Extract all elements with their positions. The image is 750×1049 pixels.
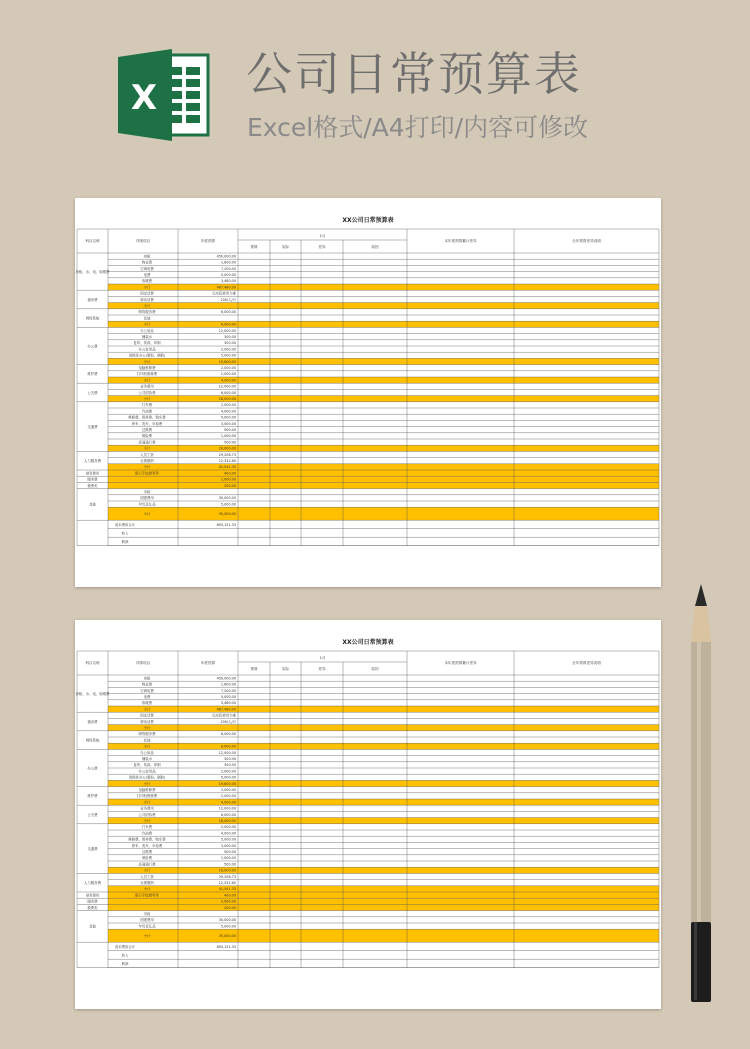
item-label: 小计 (143, 512, 151, 516)
svg-text:X: X (130, 78, 158, 118)
subtotal-row-highlight (108, 780, 659, 786)
budget-value: 300.00 (224, 763, 236, 768)
item-label: 打车费 (141, 403, 153, 408)
budget-value: 6,000.00 (220, 322, 236, 327)
subtotal-row-highlight (108, 284, 659, 290)
col-header: 差异 (318, 667, 326, 671)
item-label: 公共招待费 (138, 390, 156, 395)
budget-value: 4,000.00 (220, 409, 236, 414)
budget-value: 5,000.00 (220, 273, 236, 277)
budget-value: 500.00 (224, 850, 236, 854)
item-label: 打印机维修费 (136, 372, 158, 377)
item-label: 业务费用 (140, 806, 154, 811)
item-label: 小计 (143, 446, 151, 451)
col-header: 详细项目 (135, 661, 151, 665)
category-label: 人力服务费 (84, 459, 101, 463)
item-label: 电费 (143, 273, 151, 277)
category-label: 房租、水、电、取暖费 (75, 691, 110, 696)
item-label: 团建费用 (140, 496, 154, 501)
item-label: 空调电费 (140, 266, 154, 271)
item-label: 小计 (143, 378, 151, 383)
subtotal-row-highlight (108, 303, 659, 309)
budget-value: 6,000.00 (220, 310, 236, 315)
item-label: 收入 (121, 531, 129, 536)
budget-value: 1,000.00 (220, 856, 236, 861)
item-label: 复印、传真、印制 (133, 341, 161, 346)
item-label: 小计 (143, 397, 151, 401)
item-label: 停车、洗车、年检费 (131, 843, 163, 848)
category-label: 其他 (89, 924, 96, 929)
item-label: 电费 (143, 695, 151, 699)
budget-value: 450,000.00 (216, 676, 236, 681)
budget-value: 1,600.00 (220, 260, 236, 265)
page-title: 公司日常预算表 (246, 47, 582, 101)
category-label: 通讯费 (87, 297, 98, 302)
budget-sheet-preview (75, 198, 661, 587)
col-header: 年度预算 (200, 239, 216, 243)
budget-value: 6,000.00 (220, 390, 236, 395)
col-header: 本年度预算累计差异 (444, 661, 477, 665)
item-label: 其他 (143, 316, 151, 321)
item-label: 人员工资 (140, 452, 154, 457)
budget-value: 300.00 (224, 341, 236, 346)
item-label: 年货及礼品 (138, 924, 156, 929)
budget-value: 6,000.00 (220, 744, 236, 749)
category-label: 其他 (89, 502, 96, 507)
col-header: 原因 (371, 245, 379, 249)
col-header: 实际 (281, 667, 290, 671)
item-label: 高速通行费 (138, 862, 156, 867)
category-label: 房租、水、电、取暖费 (75, 269, 110, 274)
subtotal-row-highlight (108, 867, 659, 873)
item-label: 小计 (143, 359, 151, 364)
budget-sheet-preview (75, 620, 661, 1009)
budget-value: 12,000.00 (218, 750, 236, 755)
subtotal-row-highlight (108, 886, 659, 892)
item-label: 打印机维修费 (136, 794, 158, 799)
item-label: 小计 (143, 744, 151, 749)
budget-value: 7,200.00 (220, 266, 236, 271)
item-label: 其他 (143, 738, 151, 743)
col-header: 差异 (318, 245, 326, 249)
category-label: 网络系统 (85, 316, 100, 321)
subtotal-row-highlight (108, 358, 659, 364)
budget-value: 2,000.00 (220, 899, 236, 904)
item-label: 收入 (121, 953, 129, 958)
budget-value: 467,480.00 (216, 707, 236, 712)
item-label: 固定话费 (140, 291, 154, 296)
budget-value: 41,541.33 (218, 465, 236, 470)
item-label: 电脑维修费 (138, 366, 156, 370)
item-label: 取暖费 (141, 279, 153, 284)
budget-value: 16,000.00 (218, 446, 236, 451)
budget-value: 5,000.00 (220, 695, 236, 699)
category-label: 交通费 (87, 846, 98, 851)
category-label: 维护费 (87, 794, 98, 799)
item-label: 办公室用品 (138, 769, 156, 774)
budget-value: 30,000.00 (218, 918, 236, 923)
item-label: 社保缴纳 (140, 881, 154, 885)
item-label: 打车费 (141, 825, 153, 830)
category-label: 公关费 (87, 390, 98, 395)
budget-value: 5,000.00 (220, 415, 236, 420)
budget-value: 4,000.00 (220, 831, 236, 836)
item-label: 年货及礼品 (138, 502, 156, 507)
item-label: 团建费用 (140, 918, 154, 923)
item-label: 银行手续费等等 (135, 471, 159, 476)
col-header: 本年度预算累计差异 (444, 239, 477, 243)
budget-value: 2,000.00 (220, 825, 236, 830)
excel-logo-icon (116, 47, 212, 143)
item-label: 成本费用合计 (114, 522, 136, 527)
item-label: 桶装水 (141, 757, 153, 761)
budget-value: 200/人/月 (220, 297, 236, 302)
subtotal-row-highlight (108, 898, 659, 904)
subtotal-row-highlight (108, 799, 659, 805)
item-label: 小计 (143, 800, 151, 805)
item-label: 小计 (143, 707, 151, 712)
budget-value: 以实际使用为准 (212, 291, 236, 296)
category-label: 税费类 (87, 483, 98, 488)
sheet-title: XX公司日常预算表 (342, 639, 394, 646)
col-header: 科目名称 (85, 239, 100, 243)
item-label: 取暖费 (141, 701, 153, 706)
budget-value: 35,000.00 (218, 512, 236, 516)
category-label: 通讯费 (87, 719, 98, 724)
item-label: 物业费 (141, 260, 153, 265)
budget-value: 3,480.00 (220, 279, 236, 284)
month-header: 1月 (319, 656, 326, 660)
budget-value: 5,000.00 (220, 502, 236, 507)
item-label: 电脑维修费 (138, 788, 156, 792)
category-label: 交通费 (87, 424, 98, 429)
col-header: 原因 (371, 667, 379, 671)
item-label: 人员工资 (140, 874, 154, 879)
item-label: 公共招待费 (138, 812, 156, 817)
item-label: 停车、洗车、年检费 (131, 421, 163, 426)
budget-value: 2,000.00 (220, 769, 236, 774)
page-subtitle: Excel格式/A4打印/内容可修改 (247, 113, 589, 142)
category-label: 服务费 (87, 477, 98, 482)
subtotal-row-highlight (108, 396, 659, 402)
budget-value: 29,208.73 (218, 452, 236, 457)
budget-value: 16,000.00 (218, 868, 236, 873)
budget-value: 2,000.00 (220, 366, 236, 370)
item-label: 办公室用品 (138, 347, 156, 352)
budget-table (75, 620, 661, 1009)
col-header: 预算 (250, 245, 258, 249)
category-label: 人力服务费 (84, 881, 101, 885)
col-header: 年度预算 (200, 661, 216, 665)
budget-value: 2,000.00 (220, 477, 236, 482)
budget-value: 1,600.00 (220, 682, 236, 687)
item-label: 过路费 (141, 850, 153, 854)
item-label: 高速通行费 (138, 440, 156, 445)
item-label: 房租 (143, 676, 151, 681)
col-header: 详细项目 (135, 239, 151, 243)
item-label: 物业费 (141, 682, 153, 687)
category-label: 办公费 (87, 344, 98, 349)
budget-value: 200/人/月 (220, 719, 236, 724)
item-label: 市政 (143, 490, 151, 494)
budget-value: 2,000.00 (220, 372, 236, 377)
col-header: 实际 (281, 245, 290, 249)
budget-value: 2,000.00 (220, 403, 236, 408)
item-label: 汽油费 (141, 409, 153, 414)
subtotal-row-highlight (108, 725, 659, 731)
budget-value: 2,000.00 (220, 347, 236, 352)
category-label: 公关费 (87, 812, 98, 817)
col-header: 全年预算差异说明 (572, 661, 601, 665)
budget-table (75, 198, 661, 587)
budget-value: 12,000.00 (218, 384, 236, 389)
budget-value: 12,000.00 (218, 328, 236, 333)
budget-value: 29,208.73 (218, 874, 236, 879)
budget-value: 450,000.00 (216, 254, 236, 259)
subtotal-row-highlight (108, 321, 659, 327)
item-label: 办公用品 (140, 328, 154, 333)
subtotal-row-highlight (108, 464, 659, 470)
budget-value: 200.00 (224, 483, 236, 488)
item-label: 小计 (143, 934, 151, 938)
category-label: 税费类 (87, 905, 98, 910)
budget-value: 19,600.00 (218, 359, 236, 364)
item-label: 小计 (143, 304, 151, 308)
subtotal-row-highlight (108, 706, 659, 712)
sheet-title: XX公司日常预算表 (342, 217, 394, 224)
item-label: 小计 (143, 322, 151, 327)
item-label: 网络服务费 (138, 732, 156, 737)
budget-value: 3,000.00 (220, 843, 236, 848)
budget-value: 4,000.00 (220, 378, 236, 383)
category-label: 服务费 (87, 899, 98, 904)
item-label: 维修费、保养费、购车费 (128, 415, 166, 420)
item-label: 银行手续费等等 (135, 893, 159, 898)
subtotal-row-highlight (108, 507, 659, 520)
subtotal-row-highlight (108, 470, 659, 476)
subtotal-row-highlight (108, 445, 659, 451)
budget-value: 41,541.33 (218, 887, 236, 892)
item-label: 利润 (121, 539, 129, 544)
item-label: 市政 (143, 912, 151, 916)
item-label: 小计 (143, 868, 151, 873)
item-label: 维修费、保养费、购车费 (128, 837, 166, 842)
item-label: 房租 (143, 254, 151, 259)
item-label: 移动话费 (140, 719, 154, 724)
budget-value: 500.00 (224, 440, 236, 445)
item-label: 网络服务费 (138, 310, 156, 315)
budget-value: 500.00 (224, 428, 236, 432)
budget-value: 605,121.33 (216, 522, 236, 527)
item-label: 办公用品 (140, 750, 154, 755)
budget-value: 400.00 (224, 471, 236, 476)
budget-value: 12,000.00 (218, 806, 236, 811)
item-label: 小计 (143, 285, 151, 290)
budget-value: 1,000.00 (220, 434, 236, 439)
item-label: 小计 (143, 781, 151, 786)
budget-value: 18,000.00 (218, 819, 236, 823)
subtotal-row-highlight (108, 743, 659, 749)
category-label: 维护费 (87, 372, 98, 377)
subtotal-row-highlight (108, 818, 659, 824)
budget-value: 5,000.00 (220, 924, 236, 929)
budget-value: 5,000.00 (220, 353, 236, 358)
item-label: 消耗性办公(墨粉、硒鼓) (128, 353, 166, 358)
subtotal-row-highlight (108, 377, 659, 383)
subtotal-row-highlight (108, 929, 659, 942)
budget-value: 200.00 (224, 905, 236, 910)
subtotal-row-highlight (108, 904, 659, 910)
item-label: 保险费 (141, 856, 153, 861)
category-label: 财务费用 (85, 893, 100, 898)
item-label: 小计 (143, 887, 151, 892)
category-label: 网络系统 (85, 738, 100, 743)
budget-value: 605,121.33 (216, 944, 236, 949)
budget-value: 500.00 (224, 862, 236, 867)
budget-value: 400.00 (224, 893, 236, 898)
item-label: 消耗性办公(墨粉、硒鼓) (128, 775, 166, 780)
budget-value: 4,000.00 (220, 800, 236, 805)
budget-value: 35,000.00 (218, 934, 236, 938)
item-label: 小计 (143, 819, 151, 823)
pencil-icon (686, 584, 716, 1004)
item-label: 保险费 (141, 434, 153, 439)
col-header: 全年预算差异说明 (572, 239, 601, 243)
budget-value: 12,332.60 (218, 881, 236, 885)
item-label: 业务费用 (140, 384, 154, 389)
item-label: 社保缴纳 (140, 459, 154, 463)
subtotal-row-highlight (108, 482, 659, 488)
subtotal-row-highlight (108, 892, 659, 898)
item-label: 空调电费 (140, 688, 154, 693)
budget-value: 6,000.00 (220, 732, 236, 737)
item-label: 移动话费 (140, 297, 154, 302)
budget-value: 18,000.00 (218, 397, 236, 401)
item-label: 成本费用合计 (114, 944, 136, 949)
item-label: 过路费 (141, 428, 153, 432)
subtotal-row-highlight (108, 476, 659, 482)
budget-value: 5,000.00 (220, 837, 236, 842)
budget-value: 2,000.00 (220, 788, 236, 792)
budget-value: 30,000.00 (218, 496, 236, 501)
budget-value: 6,000.00 (220, 812, 236, 817)
budget-value: 467,480.00 (216, 285, 236, 290)
budget-value: 7,200.00 (220, 688, 236, 693)
budget-value: 2,000.00 (220, 794, 236, 799)
item-label: 复印、传真、印制 (133, 763, 161, 768)
item-label: 小计 (143, 726, 151, 730)
budget-value: 以实际使用为准 (212, 713, 236, 718)
budget-value: 3,480.00 (220, 701, 236, 706)
col-header: 预算 (250, 667, 258, 671)
budget-value: 300.00 (224, 757, 236, 761)
budget-value: 19,600.00 (218, 781, 236, 786)
month-header: 1月 (319, 234, 326, 238)
category-label: 办公费 (87, 766, 98, 771)
budget-value: 300.00 (224, 335, 236, 339)
category-label: 财务费用 (85, 471, 100, 476)
col-header: 科目名称 (85, 661, 100, 665)
item-label: 利润 (121, 961, 129, 966)
item-label: 汽油费 (141, 831, 153, 836)
item-label: 桶装水 (141, 335, 153, 339)
item-label: 小计 (143, 465, 151, 470)
budget-value: 12,332.60 (218, 459, 236, 463)
item-label: 固定话费 (140, 713, 154, 718)
budget-value: 5,000.00 (220, 775, 236, 780)
budget-value: 3,000.00 (220, 421, 236, 426)
